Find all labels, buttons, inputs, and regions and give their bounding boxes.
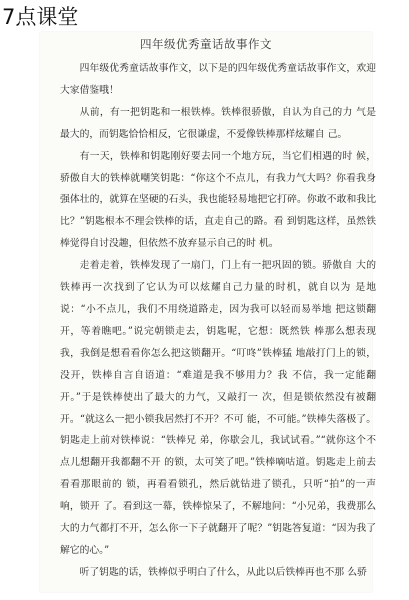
site-brand: 7点课堂	[2, 5, 79, 29]
document-title: 四年级优秀童话故事作文	[140, 37, 272, 51]
paragraph: 四年级优秀童话故事作文，以下是的四年级优秀童话故事作文，欢迎大家借鉴哦！	[60, 63, 376, 96]
paragraph: 走着走着，铁棒发现了一扇门，门上有一把巩固的锁。骄傲自 大的铁棒再一次找到了它认为可以炫耀自己力量的时机，就自以为 是地说：“小不点儿，我们不用绕道路走，因为我可以轻而易举地 把这锁翻开，等着瞧吧。”说完朝锁走去，钥匙呢，它想：既然铁 棒那么想表现我，我倒是想看看你怎么把这锁翻开。“叮咚”铁棒猛 地敲打门上的锁，没开，铁棒自言自语道：“难道是我不够用力？我 不信，我一定能翻开。”于是铁棒使出了最大的力气，又敲打一 次，但是锁依然没有被翻开。“就这么一把小锁我居然打不开？不可 能，不可能。”铁棒失落极了。钥匙走上前对铁棒说：“铁棒兄 弟，你歇会儿，我试试看。”“就你这个不点儿想翻开我都翻不开 的锁，太可笑了吧。”铁棒嘀咕道。钥匙走上前去看看那眼前的 锁，再看看锁孔，然后就钻进了锁孔，只听“拍”的一声响，锁开 了。看到这一幕，铁棒惊呆了，不解地问：“小兄弟，我费那么大的力气都打不开，怎么你一下子就翻开了呢？”钥匙答复道：“因为我了解它的心。”	[60, 260, 376, 556]
document-body	[60, 58, 376, 584]
paragraph: 有一天，铁棒和钥匙刚好要去同一个地方玩，当它们相遇的时 候，骄傲自大的铁棒就嘲笑钥匙：“你这个不点儿，有我力气大吗？你看我身强体壮的，就算在坚硬的石头，我也能轻易地把它打碎。你敢不敢和我比比？”钥匙根本不理会铁棒的话，直走自己的路。看 到钥匙这样，虽然铁棒觉得自讨没趣，但依然不放弃显示自己的时 机。	[60, 150, 376, 250]
paragraph: 从前，有一把钥匙和一根铁棒。铁棒很骄傲，自认为自己的力 气是最大的，而钥匙恰恰相反，它很谦虚，不爱像铁棒那样炫耀自 己。	[60, 106, 376, 140]
paragraph: 听了钥匙的话，铁棒似乎明白了什么，从此以后铁棒再也不那 么骄	[79, 566, 367, 578]
document-scan	[40, 32, 376, 592]
